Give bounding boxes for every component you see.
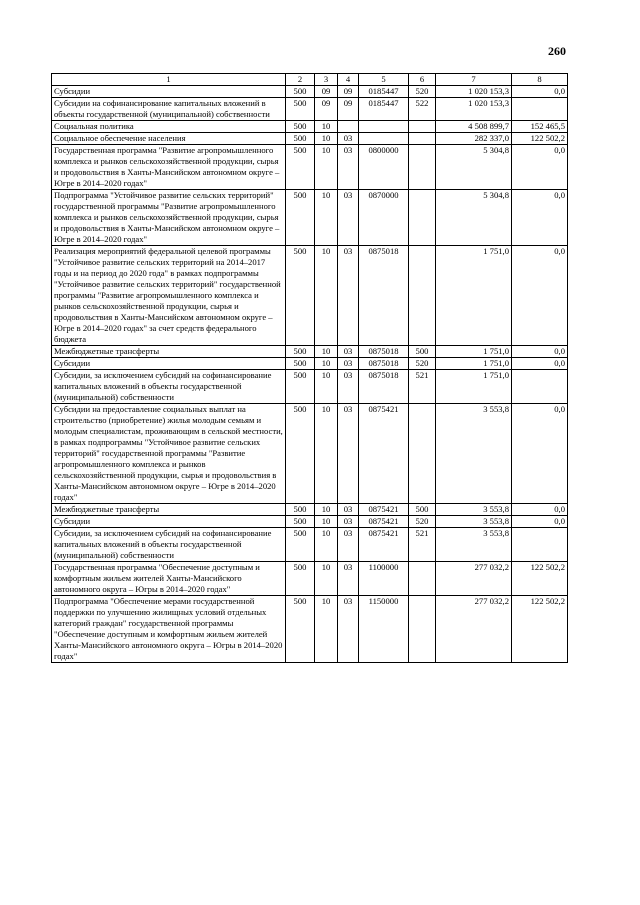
col-6-cell [409, 562, 436, 596]
row-name-cell: Подпрограмма "Устойчивое развитие сельских территорий" государственной программы "Развитие агропромышленного комплекса и рынков сельскохозяйственной продукции, сырья и продовольствия в Ханты-Мансийском автономном округе – Югре в 2014–2020 годах" [52, 190, 286, 246]
col-4-cell: 03 [338, 528, 359, 562]
col-4-cell: 09 [338, 86, 359, 98]
col-2-cell: 500 [286, 346, 315, 358]
col-7-cell: 5 304,8 [436, 190, 512, 246]
col-8-cell [512, 98, 568, 121]
col-7-cell: 4 508 899,7 [436, 121, 512, 133]
col-8-cell [512, 370, 568, 404]
table-row [52, 86, 568, 98]
row-name-cell: Реализация мероприятий федеральной целевой программы "Устойчивое развитие сельских территорий на 2014–2017 годы и на период до 2020 года" в рамках подпрограммы "Устойчивое развитие сельских территорий" государственной программы "Развитие агропромышленного комплекса и рынков сельскохозяйственной продукции, сырья и продовольствия в Ханты-Мансийском автономном округе – Югре в 2014–2020 годах" за счет средств федерального бюджета [52, 246, 286, 346]
col-2-cell: 500 [286, 133, 315, 145]
row-name-cell: Субсидии, за исключением субсидий на софинансирование капитальных вложений в объекты государственной (муниципальной) собственности [52, 370, 286, 404]
col-7-cell: 277 032,2 [436, 562, 512, 596]
table-row [52, 98, 568, 121]
col-5-cell: 0875018 [359, 246, 409, 346]
header-cell: 3 [315, 74, 338, 86]
table-row [52, 528, 568, 562]
col-6-cell: 522 [409, 98, 436, 121]
col-2-cell: 500 [286, 528, 315, 562]
row-name-cell: Подпрограмма "Обеспечение мерами государственной поддержки по улучшению жилищных условий отдельных категорий граждан" государственной программы "Обеспечение доступным и комфортным жильем жителей Ханты-Мансийского автономного округа – Югры в 2014–2020 годах" [52, 596, 286, 663]
col-4-cell: 03 [338, 404, 359, 504]
col-7-cell: 1 751,0 [436, 246, 512, 346]
col-6-cell [409, 246, 436, 346]
row-name-cell: Межбюджетные трансферты [52, 346, 286, 358]
page-number: 260 [548, 44, 566, 58]
table-row [52, 190, 568, 246]
table-body [52, 86, 568, 663]
row-name-cell: Субсидии [52, 86, 286, 98]
budget-table [51, 73, 568, 663]
col-2-cell: 500 [286, 121, 315, 133]
header-cell: 5 [359, 74, 409, 86]
col-8-cell: 122 502,2 [512, 596, 568, 663]
col-4-cell: 09 [338, 98, 359, 121]
table-row [52, 133, 568, 145]
col-5-cell: 0875421 [359, 516, 409, 528]
row-name-cell: Государственная программа "Обеспечение доступным и комфортным жильем жителей Ханты-Мансийского автономного округа – Югры в 2014–2020 годах" [52, 562, 286, 596]
row-name-cell: Субсидии [52, 358, 286, 370]
col-6-cell [409, 145, 436, 190]
header-cell: 6 [409, 74, 436, 86]
col-7-cell: 277 032,2 [436, 596, 512, 663]
col-5-cell: 0870000 [359, 190, 409, 246]
col-8-cell: 0,0 [512, 504, 568, 516]
col-6-cell: 520 [409, 86, 436, 98]
col-5-cell: 0875018 [359, 358, 409, 370]
col-7-cell: 3 553,8 [436, 516, 512, 528]
col-3-cell: 10 [315, 145, 338, 190]
col-4-cell: 03 [338, 246, 359, 346]
col-3-cell: 10 [315, 358, 338, 370]
col-5-cell: 1150000 [359, 596, 409, 663]
col-8-cell: 0,0 [512, 404, 568, 504]
row-name-cell: Субсидии на предоставление социальных выплат на строительство (приобретение) жилья молодым семьям и молодым специалистам, проживающим в сельской местности, в рамках подпрограммы "Устойчивое развитие сельских территорий" государственной программы "Развитие агропромышленного комплекса и рынков сельскохозяйственной продукции, сырья и продовольствия в Ханты-Мансийском автономном округе – Югре в 2014–2020 годах" [52, 404, 286, 504]
col-8-cell [512, 528, 568, 562]
col-7-cell: 5 304,8 [436, 145, 512, 190]
row-name-cell: Субсидии [52, 516, 286, 528]
col-3-cell: 10 [315, 133, 338, 145]
header-cell: 1 [52, 74, 286, 86]
col-5-cell [359, 133, 409, 145]
col-6-cell [409, 596, 436, 663]
col-5-cell: 0875018 [359, 346, 409, 358]
col-2-cell: 500 [286, 516, 315, 528]
col-7-cell: 1 751,0 [436, 346, 512, 358]
col-7-cell: 1 020 153,3 [436, 98, 512, 121]
col-5-cell: 0185447 [359, 86, 409, 98]
col-3-cell: 10 [315, 596, 338, 663]
col-2-cell: 500 [286, 145, 315, 190]
col-3-cell: 10 [315, 121, 338, 133]
col-6-cell: 521 [409, 370, 436, 404]
col-6-cell: 521 [409, 528, 436, 562]
col-2-cell: 500 [286, 246, 315, 346]
col-3-cell: 09 [315, 98, 338, 121]
col-8-cell: 152 465,5 [512, 121, 568, 133]
col-3-cell: 10 [315, 370, 338, 404]
col-4-cell: 03 [338, 358, 359, 370]
col-6-cell [409, 404, 436, 504]
col-7-cell: 3 553,8 [436, 404, 512, 504]
col-8-cell: 0,0 [512, 346, 568, 358]
col-7-cell: 1 751,0 [436, 370, 512, 404]
row-name-cell: Субсидии, за исключением субсидий на софинансирование капитальных вложений в объекты государственной (муниципальной) собственности [52, 528, 286, 562]
col-7-cell: 1 020 153,3 [436, 86, 512, 98]
table-row [52, 246, 568, 346]
col-2-cell: 500 [286, 596, 315, 663]
header-cell: 2 [286, 74, 315, 86]
table-row [52, 404, 568, 504]
table-row [52, 145, 568, 190]
col-2-cell: 500 [286, 370, 315, 404]
table-row [52, 370, 568, 404]
table-row [52, 358, 568, 370]
table-row [52, 596, 568, 663]
col-8-cell: 122 502,2 [512, 133, 568, 145]
col-6-cell: 520 [409, 358, 436, 370]
table-row [52, 562, 568, 596]
col-4-cell: 03 [338, 346, 359, 358]
col-2-cell: 500 [286, 98, 315, 121]
col-8-cell: 122 502,2 [512, 562, 568, 596]
col-5-cell: 0800000 [359, 145, 409, 190]
col-2-cell: 500 [286, 358, 315, 370]
table-row [52, 346, 568, 358]
col-7-cell: 1 751,0 [436, 358, 512, 370]
col-5-cell: 1100000 [359, 562, 409, 596]
col-3-cell: 10 [315, 562, 338, 596]
col-3-cell: 10 [315, 190, 338, 246]
header-cell: 8 [512, 74, 568, 86]
col-4-cell: 03 [338, 133, 359, 145]
col-3-cell: 09 [315, 86, 338, 98]
col-4-cell: 03 [338, 145, 359, 190]
col-2-cell: 500 [286, 86, 315, 98]
col-7-cell: 3 553,8 [436, 504, 512, 516]
col-4-cell: 03 [338, 504, 359, 516]
col-6-cell [409, 121, 436, 133]
table-row [52, 516, 568, 528]
col-5-cell [359, 121, 409, 133]
col-8-cell: 0,0 [512, 145, 568, 190]
col-5-cell: 0875421 [359, 504, 409, 516]
col-6-cell: 500 [409, 504, 436, 516]
col-6-cell: 520 [409, 516, 436, 528]
col-8-cell: 0,0 [512, 516, 568, 528]
header-row [52, 74, 568, 86]
col-8-cell: 0,0 [512, 246, 568, 346]
col-5-cell: 0875018 [359, 370, 409, 404]
col-3-cell: 10 [315, 504, 338, 516]
col-6-cell [409, 133, 436, 145]
header-cell: 4 [338, 74, 359, 86]
col-5-cell: 0185447 [359, 98, 409, 121]
col-5-cell: 0875421 [359, 528, 409, 562]
header-cell: 7 [436, 74, 512, 86]
col-4-cell: 03 [338, 562, 359, 596]
table-row [52, 504, 568, 516]
col-3-cell: 10 [315, 346, 338, 358]
col-3-cell: 10 [315, 528, 338, 562]
row-name-cell: Межбюджетные трансферты [52, 504, 286, 516]
col-4-cell: 03 [338, 516, 359, 528]
table-row [52, 121, 568, 133]
col-7-cell: 282 337,0 [436, 133, 512, 145]
row-name-cell: Социальная политика [52, 121, 286, 133]
col-2-cell: 500 [286, 190, 315, 246]
col-5-cell: 0875421 [359, 404, 409, 504]
row-name-cell: Социальное обеспечение населения [52, 133, 286, 145]
col-4-cell: 03 [338, 190, 359, 246]
col-3-cell: 10 [315, 404, 338, 504]
row-name-cell: Субсидии на софинансирование капитальных вложений в объекты государственной (муниципальной) собственности [52, 98, 286, 121]
col-8-cell: 0,0 [512, 358, 568, 370]
col-8-cell: 0,0 [512, 190, 568, 246]
col-7-cell: 3 553,8 [436, 528, 512, 562]
col-4-cell: 03 [338, 370, 359, 404]
col-4-cell: 03 [338, 596, 359, 663]
col-2-cell: 500 [286, 562, 315, 596]
col-3-cell: 10 [315, 246, 338, 346]
col-3-cell: 10 [315, 516, 338, 528]
col-2-cell: 500 [286, 504, 315, 516]
col-4-cell [338, 121, 359, 133]
row-name-cell: Государственная программа "Развитие агропромышленного комплекса и рынков сельскохозяйственной продукции, сырья и продовольствия в Ханты-Мансийском автономном округе – Югре в 2014–2020 годах" [52, 145, 286, 190]
col-2-cell: 500 [286, 404, 315, 504]
col-6-cell [409, 190, 436, 246]
col-8-cell: 0,0 [512, 86, 568, 98]
col-6-cell: 500 [409, 346, 436, 358]
